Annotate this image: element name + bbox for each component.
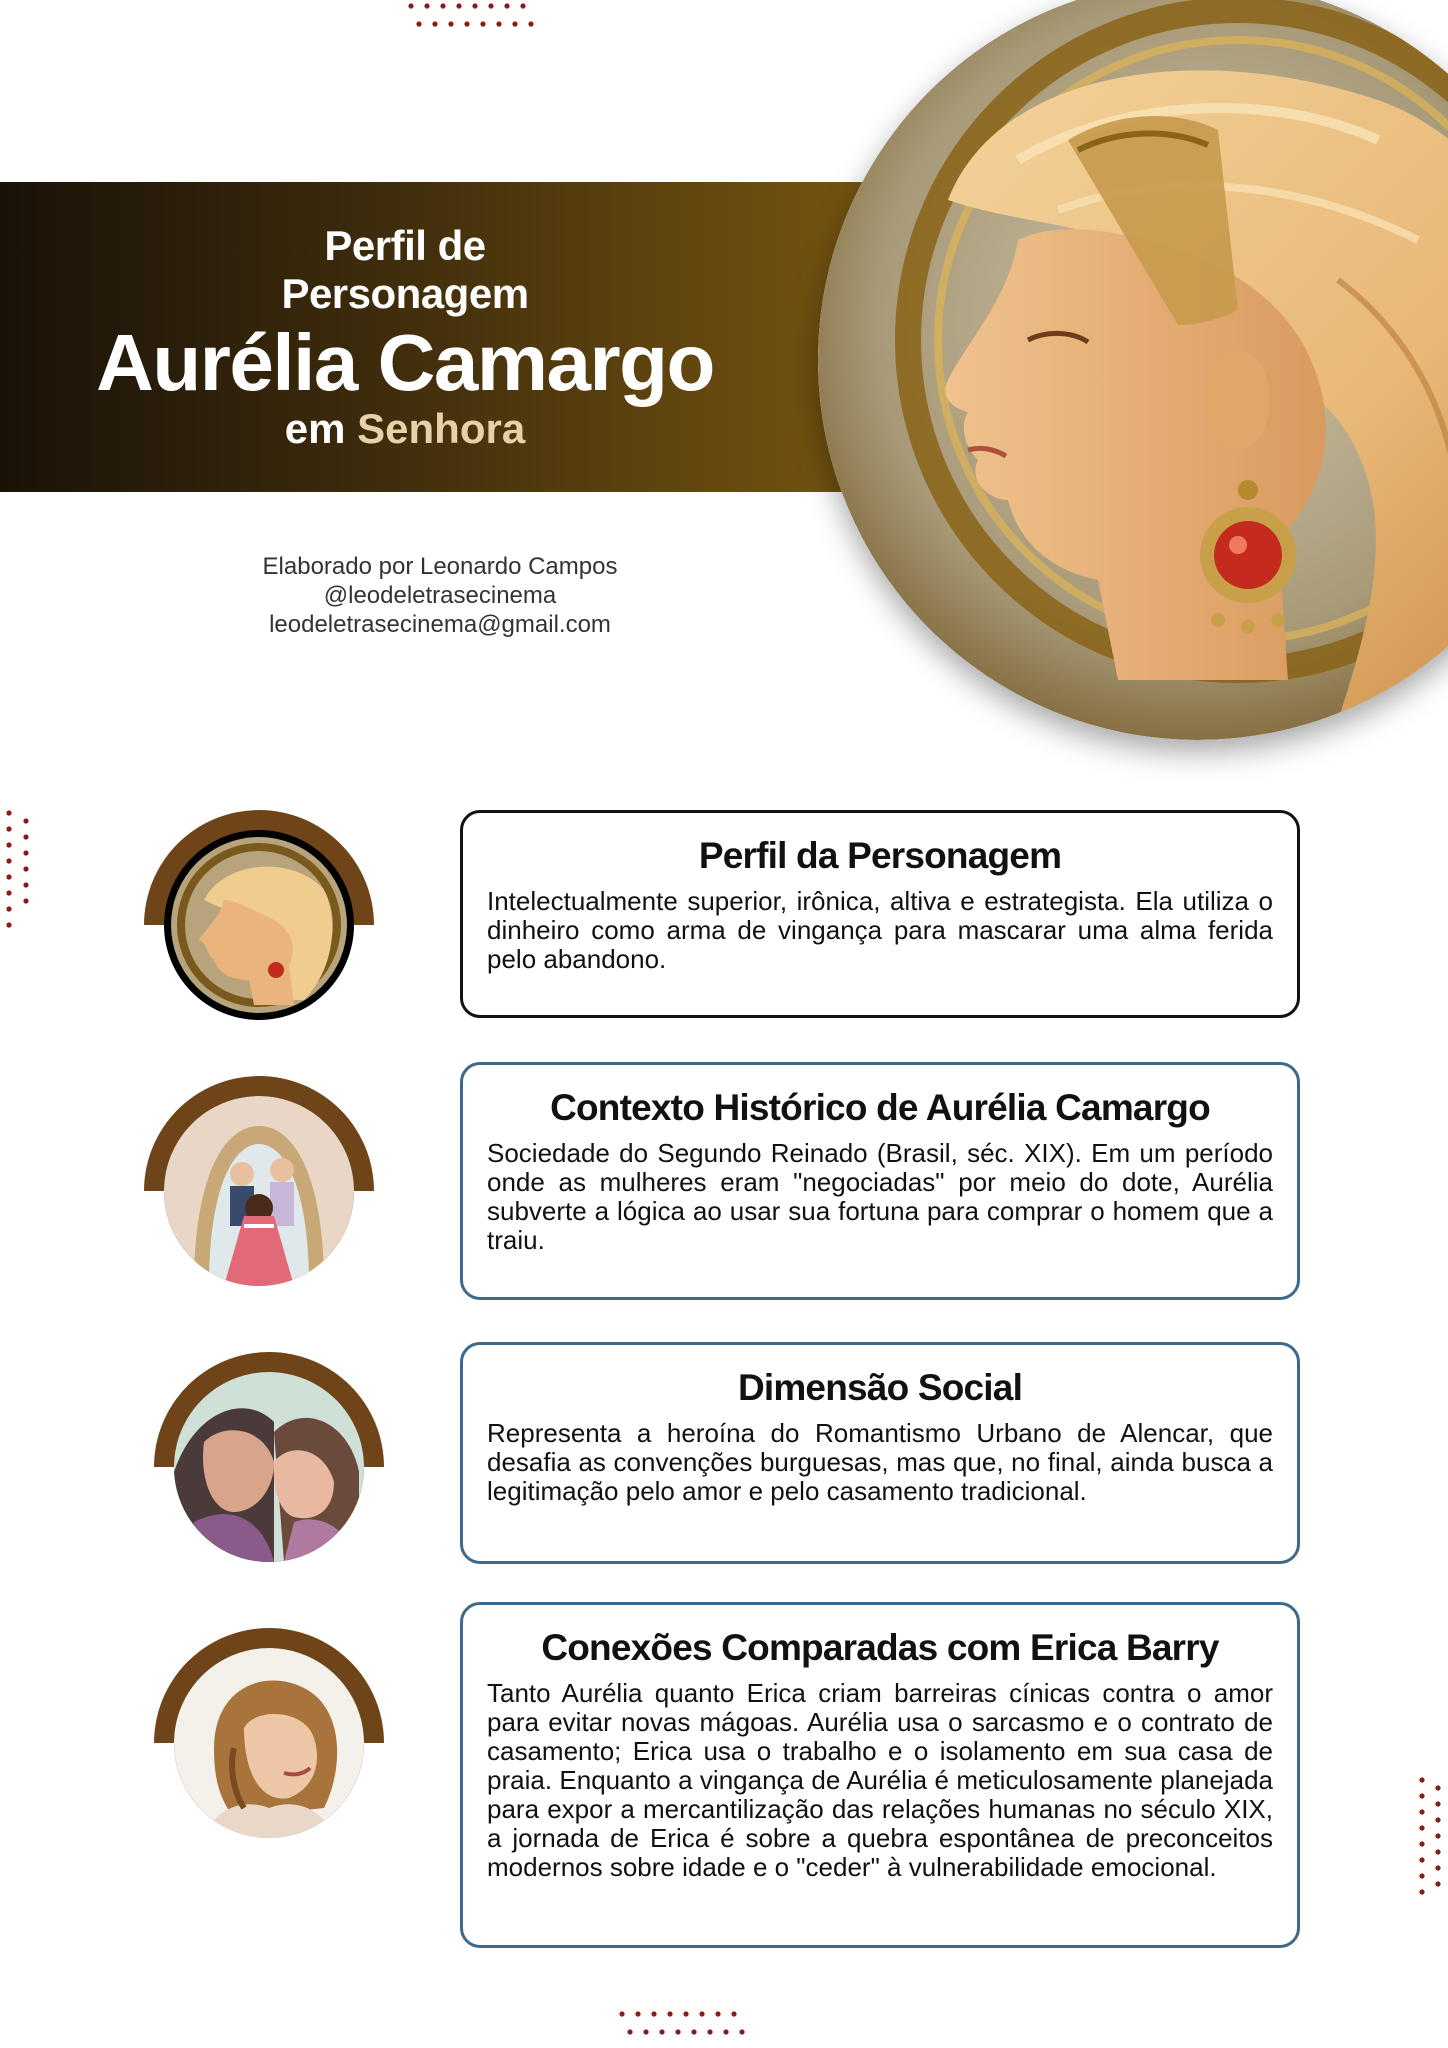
avatar-erica: [154, 1628, 384, 1858]
card-body: Sociedade do Segundo Reinado (Brasil, séc. XIX). Em um período onde as mulheres eram "negociadas" por meio do dote, Aurélia subverte a lógica ao usar sua fortuna para comprar o homem que a traiu.: [487, 1138, 1273, 1255]
work-subtitle: [285, 406, 525, 452]
header-title-block: [0, 182, 810, 492]
card-title: Dimensão Social: [737, 1367, 1023, 1408]
credits-author: Elaborado por Leonardo Campos: [262, 553, 618, 580]
card-dimensao: [460, 1342, 1300, 1564]
hero-portrait: [818, 0, 1448, 740]
card-contexto: [460, 1062, 1300, 1300]
avatar-image-context: [164, 1096, 354, 1286]
card-conexoes: [460, 1602, 1300, 1948]
card-title: Conexões Comparadas com Erica Barry: [541, 1627, 1219, 1668]
card-body: Representa a heroína do Romantismo Urbano de Alencar, que desafia as convenções burguesas, mas que, no final, ainda busca a legitimação pelo amor e pelo casamento tradicional.: [487, 1418, 1273, 1506]
avatar-image-social: [174, 1372, 364, 1562]
card-title: Perfil da Personagem: [698, 835, 1062, 876]
avatar-social: [154, 1352, 384, 1582]
dots-right: [1416, 1772, 1444, 1904]
credits: [200, 552, 680, 639]
character-name: Aurélia Camargo: [96, 318, 714, 407]
credits-email: leodeletrasecinema@gmail.com: [269, 611, 611, 638]
card-body: Intelectualmente superior, irônica, altiva e estrategista. Ela utiliza o dinheiro como arma de vingança para mascarar uma alma ferida pelo abandono.: [487, 886, 1273, 974]
dots-bottom: [616, 2008, 746, 2044]
dots-top: [408, 0, 536, 30]
subtitle-prefix: em: [284, 405, 346, 452]
dots-left: [4, 808, 32, 940]
subtitle-work: Senhora: [357, 405, 526, 452]
credits-handle: @leodeletrasecinema: [323, 582, 557, 609]
avatar-profile: [144, 810, 374, 1040]
card-perfil: [460, 810, 1300, 1018]
card-body: Tanto Aurélia quanto Erica criam barreiras cínicas contra o amor para evitar novas mágoas. Aurélia usa o sarcasmo e o contrato de casamento; Erica usa o trabalho e o isolamento em sua casa de praia. Enquanto a vingança de Aurélia é meticulosamente planejada para expor a mercantilização das relações humanas no século XIX, a jornada de Erica é sobre a quebra espontânea de preconceitos modernos sobre idade e o "ceder" à vulnerabilidade emocional.: [487, 1678, 1273, 1882]
title-line-2: Personagem: [281, 270, 529, 317]
avatar-context: [144, 1076, 374, 1306]
avatar-image-profile: [164, 830, 354, 1020]
avatar-image-erica: [174, 1648, 364, 1838]
card-title: Contexto Histórico de Aurélia Camargo: [550, 1087, 1210, 1128]
title-line-1: Perfil de: [324, 222, 486, 269]
